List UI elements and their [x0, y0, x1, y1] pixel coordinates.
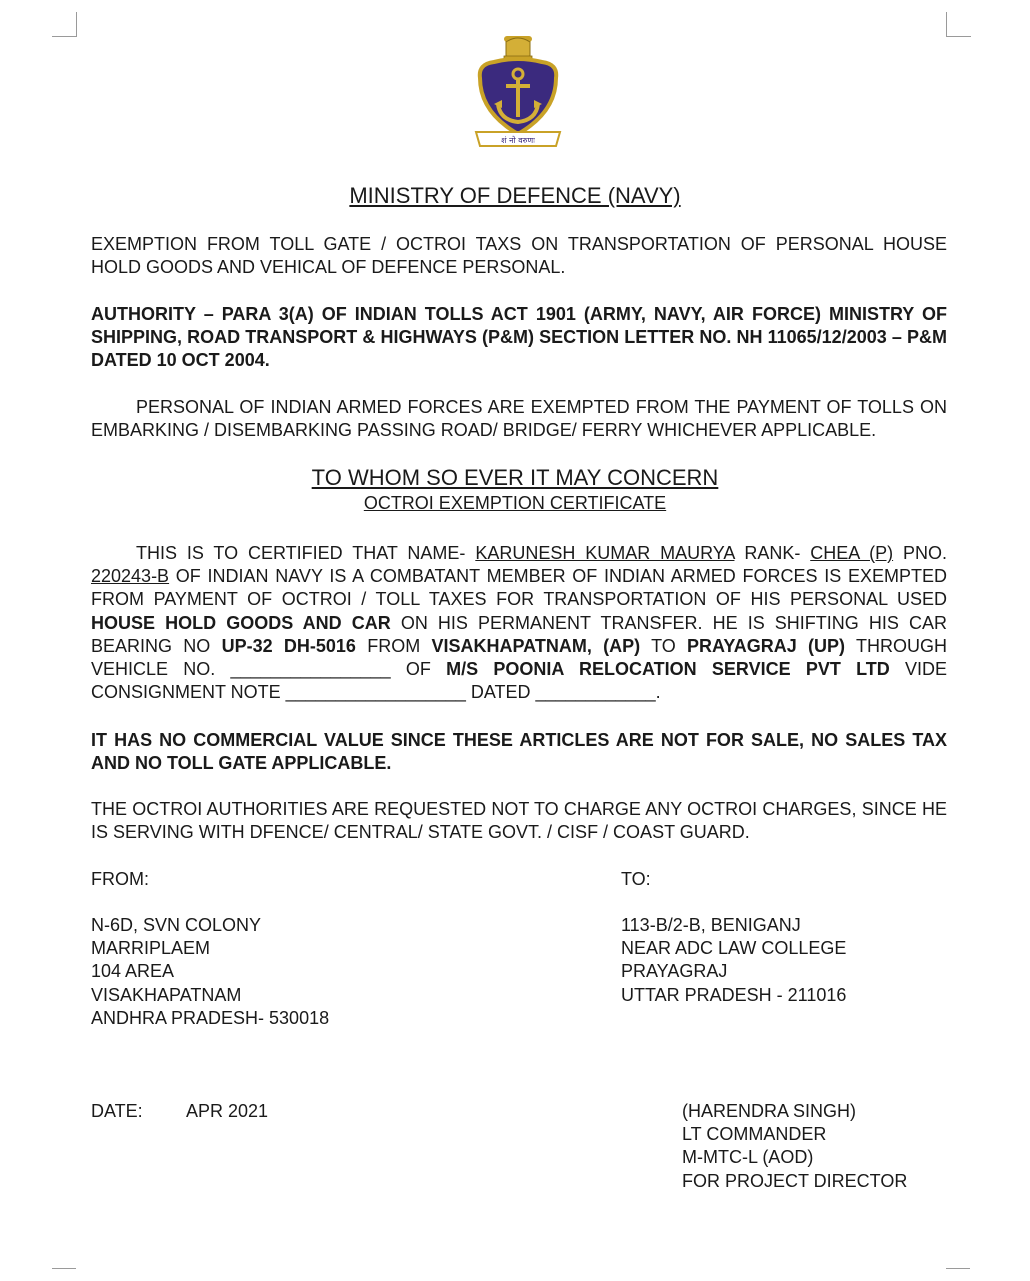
person-pno: 220243-B [91, 566, 170, 587]
exemption-paragraph: PERSONAL OF INDIAN ARMED FORCES ARE EXEMPTED FROM THE PAYMENT OF TOLLS ON EMBARKING / DISEMBARKING PASSING ROAD/ BRIDGE/ FERRY WHICHEVER APPLICABLE. [91, 397, 947, 441]
signatory-unit: M-MTC-L (AOD) [682, 1147, 814, 1168]
certificate-paragraph [91, 542, 947, 704]
cert-text: TO [640, 635, 688, 656]
crop-mark-top-left [52, 12, 77, 37]
cert-text: FROM [355, 635, 432, 656]
date-label: DATE: [91, 1101, 143, 1121]
cert-text: ON HIS PERMANENT TRANSFER. HE IS SHIFTING HIS CAR BEARING NO [91, 612, 947, 656]
from-address [91, 914, 329, 1030]
address-line: ANDHRA PRADESH- 530018 [91, 1007, 330, 1028]
origin-city: VISAKHAPATNAM, (AP) [431, 635, 641, 656]
signatory-rank: LT COMMANDER [682, 1124, 827, 1145]
person-rank: CHEA (P) [810, 543, 894, 563]
navy-emblem-icon [470, 34, 566, 156]
address-line: NEAR ADC LAW COLLEGE [621, 938, 847, 959]
crop-mark-top-right [946, 12, 971, 37]
signatory-name: (HARENDRA SINGH) [682, 1101, 857, 1121]
concern-heading: TO WHOM SO EVER IT MAY CONCERN [311, 465, 719, 490]
signatory-designation: FOR PROJECT DIRECTOR [682, 1170, 908, 1191]
address-line: VISAKHAPATNAM [91, 984, 242, 1005]
to-address [621, 914, 846, 1007]
address-line: MARRIPLAEM [91, 938, 211, 959]
address-line: 113-B/2-B, BENIGANJ [621, 915, 801, 935]
cert-text: RANK- [734, 543, 811, 563]
cert-text: THROUGH VEHICLE NO. ________________ OF [91, 635, 947, 680]
request-paragraph: THE OCTROI AUTHORITIES ARE REQUESTED NOT TO CHARGE ANY OCTROI CHARGES, SINCE HE IS SERVING WITH DFENCE/ CENTRAL/ STATE GOVT. / CISF / COAST GUARD. [91, 799, 947, 843]
car-number: UP-32 DH-5016 [221, 635, 356, 656]
svg-text:शं नो वरुणः: शं नो वरुणः [501, 136, 535, 145]
page-title: MINISTRY OF DEFENCE (NAVY) [349, 183, 681, 208]
signatory-block [682, 1100, 907, 1193]
cert-text: OF INDIAN NAVY IS A COMBATANT MEMBER OF INDIAN ARMED FORCES IS EXEMPTED FROM PAYMENT OF OCTROI / TOLL TAXES FOR TRANSPORTATION OF HIS PERSONAL USED [91, 566, 947, 610]
authority-paragraph: AUTHORITY – PARA 3(A) OF INDIAN TOLLS ACT 1901 (ARMY, NAVY, AIR FORCE) MINISTRY OF SHIPPING, ROAD TRANSPORT & HIGHWAYS (P&M) SECTION LETTER NO. NH 11065/12/2003 – P&M DATED 10 OCT 2004. [91, 304, 947, 371]
subject-paragraph: EXEMPTION FROM TOLL GATE / OCTROI TAXS ON TRANSPORTATION OF PERSONAL HOUSE HOLD GOODS AND VEHICAL OF DEFENCE PERSONAL. [91, 234, 947, 278]
goods-type: HOUSE HOLD GOODS AND CAR [91, 612, 391, 633]
no-commercial-value-paragraph: IT HAS NO COMMERCIAL VALUE SINCE THESE ARTICLES ARE NOT FOR SALE, NO SALES TAX AND NO TOLL GATE APPLICABLE. [91, 730, 947, 774]
address-line: UTTAR PRADESH - 211016 [621, 984, 847, 1005]
crop-mark-bottom-left [52, 1268, 76, 1281]
address-line: 104 AREA [91, 961, 175, 982]
from-label: FROM: [91, 869, 149, 889]
to-label: TO: [621, 869, 651, 889]
address-line: N-6D, SVN COLONY [91, 915, 262, 935]
relocation-company: M/S POONIA RELOCATION SERVICE PVT LTD [446, 659, 890, 680]
destination-city: PRAYAGRAJ (UP) [687, 635, 846, 656]
date-value: APR 2021 [186, 1101, 269, 1121]
crop-mark-bottom-right [946, 1268, 970, 1281]
cert-text: VIDE CONSIGNMENT NOTE __________________ DATED ____________. [91, 659, 948, 703]
person-name: KARUNESH KUMAR MAURYA [475, 543, 735, 563]
cert-text: THIS IS TO CERTIFIED THAT NAME- [136, 543, 476, 563]
cert-text: PNO. [893, 543, 947, 563]
certificate-subheading: OCTROI EXEMPTION CERTIFICATE [363, 493, 667, 513]
address-line: PRAYAGRAJ [621, 961, 728, 982]
